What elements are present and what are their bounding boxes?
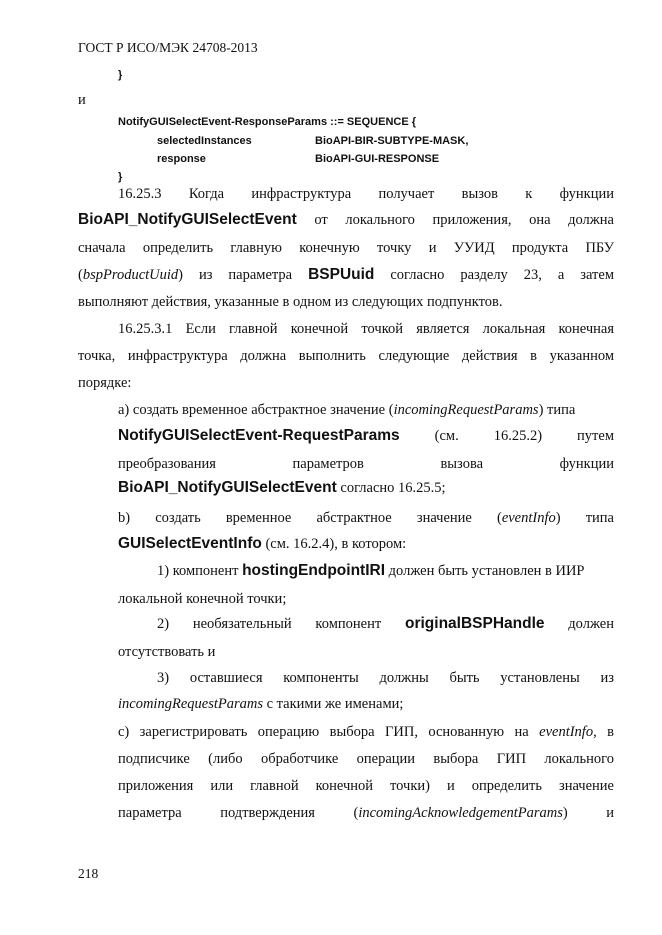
paragraph-line: GUISelectEventInfo (см. 16.2.4), в котором:	[118, 535, 407, 552]
page-number: 218	[78, 866, 99, 881]
paragraph-line: BioAPI_NotifyGUISelectEvent от локального приложения, она должна	[78, 211, 614, 228]
code-field-name: response	[157, 153, 206, 165]
document-header: ГОСТ Р ИСО/МЭК 24708-2013	[78, 40, 258, 55]
code-close-brace: }	[118, 69, 123, 81]
paragraph-line: порядке:	[78, 375, 132, 391]
italic-term: bspProductUuid	[82, 267, 179, 283]
paragraph-line: NotifyGUISelectEvent-RequestParams (см. 16.25.2) путем	[118, 427, 615, 444]
paragraph-line: BioAPI_NotifyGUISelectEvent согласно 16.25.5;	[118, 479, 446, 496]
parameter-name: BSPUuid	[308, 266, 375, 283]
sub-item-2: 2) необязательный компонент originalBSPHandle должен	[157, 615, 614, 632]
italic-term: incomingAcknowledgementParams	[358, 805, 563, 821]
paragraph-line: отсутствовать и	[118, 644, 216, 660]
paragraph-line: 16.25.3.1 Если главной конечной точкой является локальная конечная	[118, 321, 614, 337]
code-field-type: BioAPI-GUI-RESPONSE	[315, 153, 440, 165]
component-name: hostingEndpointIRI	[242, 562, 386, 579]
paragraph-line: приложения или главной конечной точки) и определить значение	[118, 778, 614, 794]
list-item-c: c) зарегистрировать операцию выбора ГИП, основанную на eventInfo, в	[118, 724, 614, 740]
paragraph-line: локальной конечной точки;	[118, 591, 287, 607]
type-name: NotifyGUISelectEvent-RequestParams	[118, 427, 400, 444]
sub-item-3: 3) оставшиеся компоненты должны быть установлены из	[157, 670, 614, 686]
paragraph-line: подписчике (либо обработчике операции выбора ГИП локального	[118, 751, 614, 767]
paragraph-line: преобразования параметров вызова функции	[118, 456, 614, 472]
paragraph-line: выполняют действия, указанные в одном из следующих подпунктов.	[78, 294, 503, 310]
function-name: BioAPI_NotifyGUISelectEvent	[118, 479, 337, 496]
code-field-name: selectedInstances	[157, 135, 252, 147]
list-item-a: a) создать временное абстрактное значение (incomingRequestParams) типа	[118, 402, 576, 418]
conjunction-text: и	[78, 92, 86, 108]
italic-term: incomingRequestParams	[393, 402, 539, 418]
code-field-type: BioAPI-BIR-SUBTYPE-MASK,	[315, 135, 469, 147]
paragraph-line: параметра подтверждения (incomingAcknowledgementParams) и	[118, 805, 615, 821]
sub-item-1: 1) компонент hostingEndpointIRI должен быть установлен в ИИР	[157, 562, 585, 579]
list-item-b: b) создать временное абстрактное значение (eventInfo) типа	[118, 510, 614, 526]
paragraph-line: (bspProductUuid) из параметра BSPUuid согласно разделу 23, а затем	[78, 266, 615, 283]
paragraph-line: сначала определить главную конечную точку и УУИД продукта ПБУ	[78, 240, 614, 256]
component-name: originalBSPHandle	[404, 615, 545, 632]
paragraph-line: 16.25.3 Когда инфраструктура получает вызов к функции	[118, 186, 615, 202]
code-definition-line: NotifyGUISelectEvent-ResponseParams ::= SEQUENCE {	[118, 116, 417, 128]
italic-term: incomingRequestParams	[118, 696, 263, 712]
type-name: GUISelectEventInfo	[118, 535, 262, 552]
paragraph-line: incomingRequestParams с такими же именами;	[118, 696, 404, 712]
italic-term: eventInfo	[501, 510, 556, 526]
function-name: BioAPI_NotifyGUISelectEvent	[78, 211, 297, 228]
section-number: 16.25.3	[118, 186, 162, 202]
italic-term: eventInfo,	[539, 724, 597, 740]
paragraph-line: точка, инфраструктура должна выполнить следующие действия в указанном	[78, 348, 614, 364]
code-close-brace: }	[118, 171, 123, 183]
